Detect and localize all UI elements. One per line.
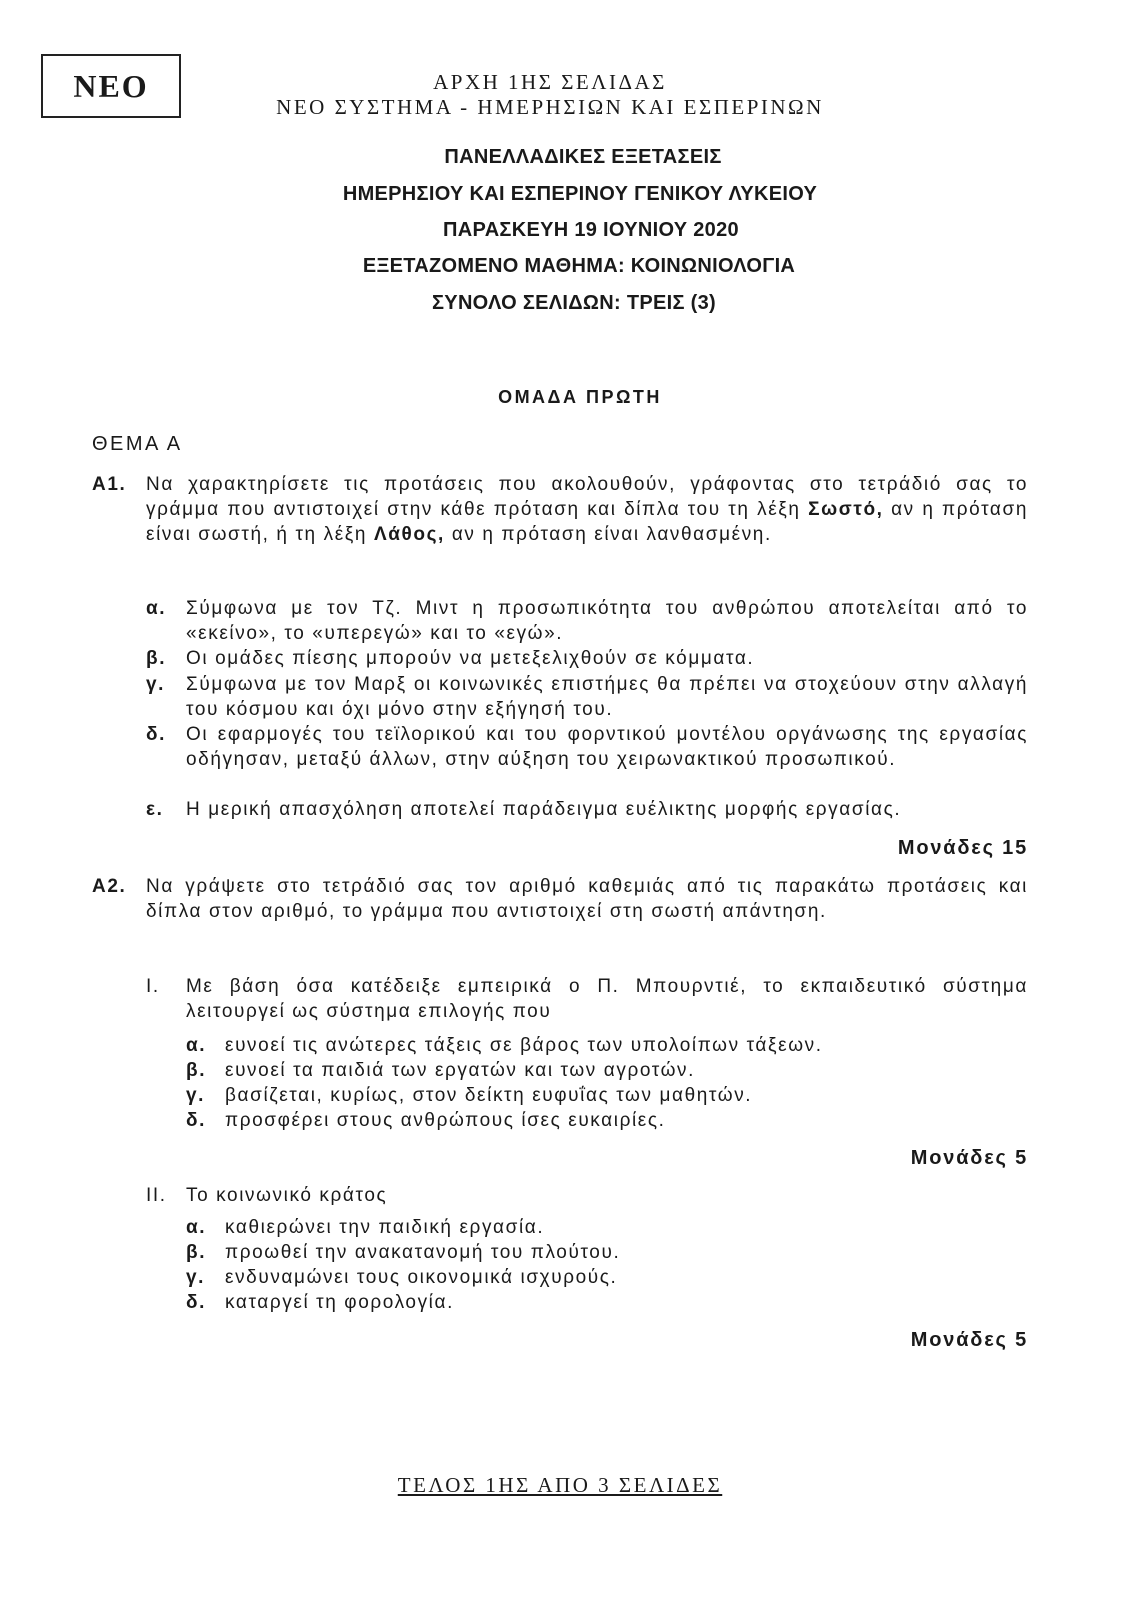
a2-q1-option-text: προσφέρει στους ανθρώπους ίσες ευκαιρίες. <box>225 1110 666 1131</box>
a2-q2-option-text: καθιερώνει την παιδική εργασία. <box>225 1217 545 1238</box>
question-a2-label: Α2. <box>92 876 127 897</box>
question-a1-intro <box>146 472 1028 547</box>
exam-date: ΠΑΡΑΣΚΕΥΗ 19 ΙΟΥΝΙΟΥ 2020 <box>443 219 739 241</box>
a2-q1-option-letter: γ. <box>186 1085 206 1106</box>
a1-item-text: Οι ομάδες πίεσης μπορούν να μετεξελιχθούν σε κόμματα. <box>186 648 755 669</box>
a2-q1-text: Με βάση όσα κατέδειξε εμπειρικά ο Π. Μπουρντιέ, το εκπαιδευτικό σύστημα λειτουργεί ως σύστημα επιλογής που <box>186 976 1028 1022</box>
a2-q1-option-letter: α. <box>186 1035 207 1056</box>
a2-q2-option-letter: γ. <box>186 1267 206 1288</box>
a1-item-text: Οι εφαρμογές του τεϊλορικού και του φορντικού μοντέλου οργάνωσης της εργασίας οδήγησαν, μεταξύ άλλων, στην αύξηση του χειρωνακτικού προσωπικού. <box>186 724 1028 770</box>
neo-badge: ΝΕΟ <box>41 54 181 118</box>
a1-item-text: Σύμφωνα με τον Τζ. Μιντ η προσωπικότητα του ανθρώπου αποτελείται από το «εκείνο», το «υπερεγώ» και το «εγώ». <box>186 598 1028 644</box>
a2-q2-number: ΙΙ. <box>146 1185 167 1206</box>
a2-q1-option-text: ευνοεί τα παιδιά των εργατών και των αγροτών. <box>225 1060 696 1081</box>
a1-units: Μονάδες 15 <box>897 837 1028 859</box>
a2-q1-option-letter: β. <box>186 1060 207 1081</box>
a2-q1-units: Μονάδες 5 <box>910 1147 1028 1169</box>
a1-item-letter: δ. <box>146 724 167 745</box>
group-title: ΟΜΑΔΑ ΠΡΩΤΗ <box>498 387 662 407</box>
a2-q2-option-text: ενδυναμώνει τους οικονομικά ισχυρούς. <box>225 1267 618 1288</box>
question-a1-label: Α1. <box>92 474 127 495</box>
a1-intro-start: Να χαρακτηρίσετε τις προτάσεις που ακολουθούν, γράφοντας στο τετράδιό σας το γράμμα που αντιστοιχεί στην κάθε πρόταση και δίπλα του τη λέξη <box>146 474 1028 520</box>
a2-q2-option-text: προωθεί την ανακατανομή του πλούτου. <box>225 1242 621 1263</box>
theme-title: ΘΕΜΑ Α <box>92 433 183 455</box>
exam-subject: ΕΞΕΤΑΖΟΜΕΝΟ ΜΑΘΗΜΑ: ΚΟΙΝΩΝΙΟΛΟΓΙΑ <box>362 255 796 277</box>
a2-q2-option-letter: β. <box>186 1242 207 1263</box>
a2-q1-option-text: ευνοεί τις ανώτερες τάξεις σε βάρος των υπολοίπων τάξεων. <box>225 1035 823 1056</box>
school-type: ΗΜΕΡΗΣΙΟΥ ΚΑΙ ΕΣΠΕΡΙΝΟΥ ΓΕΝΙΚΟΥ ΛΥΚΕΙΟΥ <box>342 183 818 205</box>
exam-title: ΠΑΝΕΛΛΑΔΙΚΕΣ ΕΞΕΤΑΣΕΙΣ <box>444 146 722 168</box>
a1-item-letter: ε. <box>146 799 164 820</box>
page-count: ΣΥΝΟΛΟ ΣΕΛΙΔΩΝ: ΤΡΕΙΣ (3) <box>432 292 716 314</box>
a2-q2-option-letter: α. <box>186 1217 207 1238</box>
page-end-label: ΤΕΛΟΣ 1ΗΣ ΑΠΟ 3 ΣΕΛΙΔΕΣ <box>397 1473 723 1497</box>
a2-q1-option-text: βασίζεται, κυρίως, στον δείκτη ευφυΐας των μαθητών. <box>225 1085 753 1106</box>
a2-q1-option-letter: δ. <box>186 1110 207 1131</box>
a2-q2-text: Το κοινωνικό κράτος <box>186 1185 388 1206</box>
a1-intro-end: αν η πρόταση είναι λανθασμένη. <box>451 524 772 545</box>
wrong-word: Λάθος, <box>373 524 445 545</box>
page-start-label: ΑΡΧΗ 1ΗΣ ΣΕΛΙΔΑΣ <box>433 70 667 94</box>
a1-intro-mid: αν η πρόταση είναι σωστή, ή τη λέξη <box>146 499 1028 545</box>
a1-item-letter: α. <box>146 598 167 619</box>
question-a2-intro: Να γράψετε στο τετράδιό σας τον αριθμό καθεμιάς από τις παρακάτω προτάσεις και δίπλα στον αριθμό, το γράμμα που αντιστοιχεί στη σωστή απάντηση. <box>146 876 1028 922</box>
a1-item-text: Σύμφωνα με τον Μαρξ οι κοινωνικές επιστήμες θα πρέπει να στοχεύουν στην αλλαγή του κόσμου και όχι μόνο στην εξήγησή του. <box>186 674 1028 720</box>
system-label: ΝΕΟ ΣΥΣΤΗΜΑ - ΗΜΕΡΗΣΙΩΝ ΚΑΙ ΕΣΠΕΡΙΝΩΝ <box>276 95 824 119</box>
a1-item-letter: γ. <box>146 674 166 695</box>
a2-q1-number: Ι. <box>146 976 160 997</box>
a1-item-text: Η μερική απασχόληση αποτελεί παράδειγμα ευέλικτης μορφής εργασίας. <box>186 799 902 820</box>
a2-q2-units: Μονάδες 5 <box>910 1329 1028 1351</box>
correct-word: Σωστό, <box>808 499 884 520</box>
a2-q2-option-letter: δ. <box>186 1292 207 1313</box>
a1-item-letter: β. <box>146 648 167 669</box>
a2-q2-option-text: καταργεί τη φορολογία. <box>225 1292 454 1313</box>
